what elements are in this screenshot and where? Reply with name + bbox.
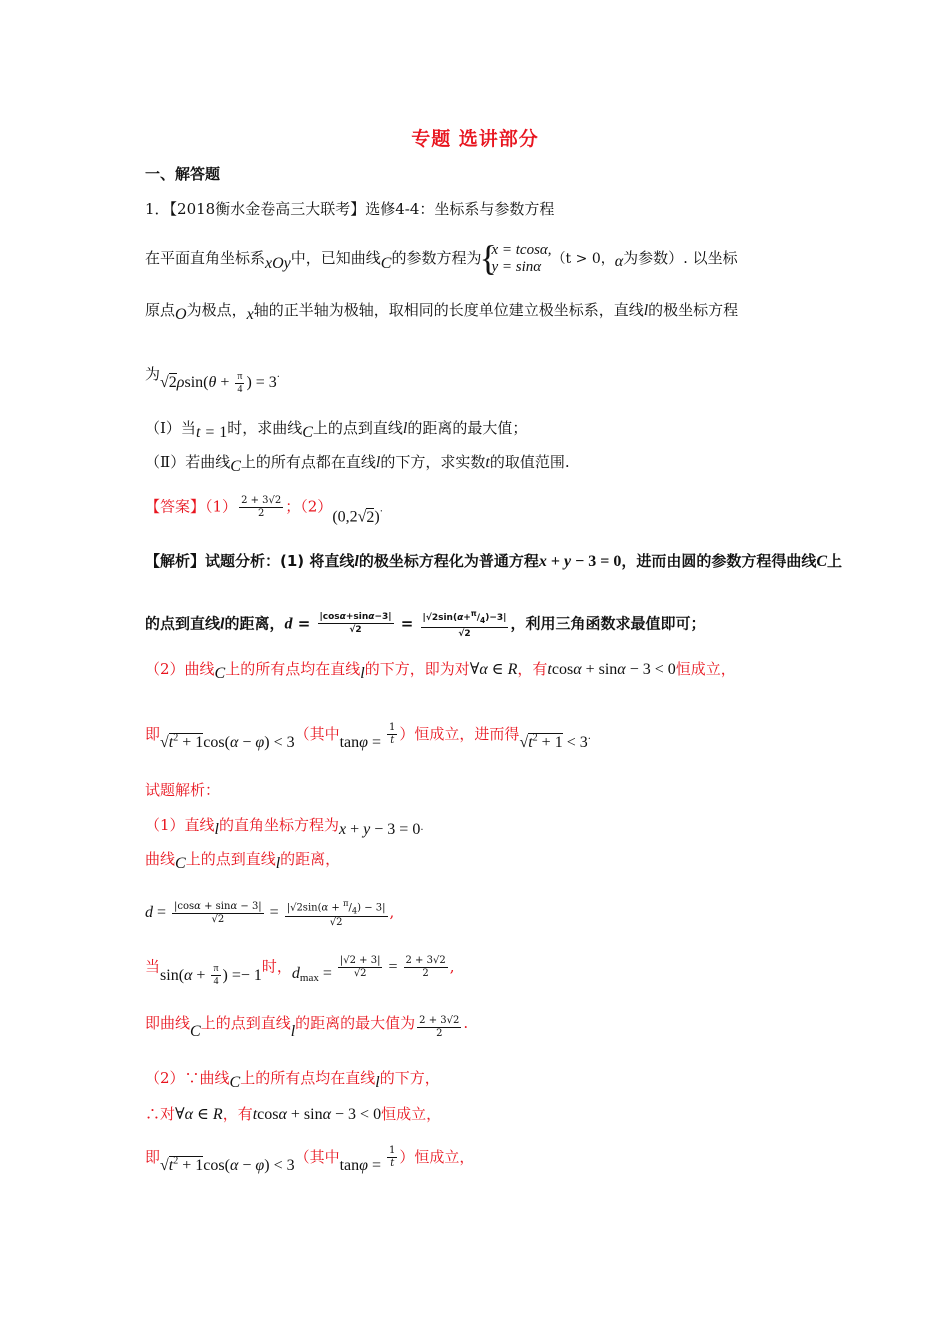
analysis-line4: 即$√t^2 + 1\cos(\alpha - \varphi) < 3$（其中tanφ = $\frac{1}{t}$ ）恒成立，进而得$√t^2 + 1 < 3$.	[145, 722, 591, 751]
problem-heading: 1．【2018衡水金卷高三大联考】选修4-4：坐标系与参数方程	[145, 200, 555, 218]
section-heading: 一、解答题	[145, 165, 221, 183]
text: 中，已知曲线	[290, 249, 381, 267]
answer-line: 【答案】（1） $\frac{2 + 3√2}{2}$ ；（2）(0,2√2).	[145, 495, 383, 526]
solution-line2: 曲线C上的点到直线l的距离，	[145, 850, 341, 872]
solution-line8: 即$√t^2 + 1\cos(\alpha - \varphi) < 3$（其中tanφ = $\frac{1}{t}$ ）恒成立，	[145, 1145, 475, 1174]
answer-label: 【答案】	[145, 497, 206, 516]
polar-equation-line: 为√2ρsin(θ + $\frac{\pi}{4}$ ) = 3.	[145, 365, 280, 395]
problem-statement-line1: 在平面直角坐标系xOy中，已知曲线C的参数方程为 { x = tcosα, y = sinα （t > 0，α为参数）. 以坐标	[145, 242, 738, 276]
solution-line4: 当sin(α + $\frac{\pi}{4}$ ) =− 1时，$d_{max}$ = $\frac{|√2 + 3|}{√2}$ = $\frac{2 + 3√2}{2}$ ,	[145, 955, 455, 988]
solution-line6: （2）∵曲线C上的所有点均在直线l的下方，	[145, 1069, 440, 1091]
solution-line5: 即曲线C上的点到直线l的距离的最大值为 $\frac{2 + 3√2}{2}$ .	[145, 1014, 469, 1040]
solution-line1: （1）直线l的直角坐标方程为x + y − 3 = 0.	[145, 816, 424, 838]
analysis-line2: 的点到直线l的距离，d = $\frac{|\cos\alpha+\sin\alpha-3|}{√2}$ = $\frac{|√2\sin(\alpha+^\pi/_4)-3|}{√2}$ ，利用三角函数求最值即可；	[145, 609, 706, 639]
solution-distance-formula: d = $\frac{|\cos\alpha + \sin\alpha - 3|}{√2}$ = $\frac{|√2\sin(\alpha + ^\pi/_4) - 3|}{√2}$ ,	[145, 898, 395, 929]
question-1: （Ⅰ）当t = 1时，求曲线C上的点到直线l的距离的最大值；	[145, 419, 528, 441]
page-title: 专题 选讲部分	[411, 128, 539, 150]
problem-statement-line2: 原点O为极点，x轴的正半轴为极轴，取相同的长度单位建立极坐标系，直线l的极坐标方程	[145, 301, 739, 323]
solution-line7: ∴对∀α ∈ R，有tcosα + sinα − 3 < 0恒成立，	[145, 1105, 442, 1123]
text: 的参数方程为	[391, 249, 482, 267]
text: 在平面直角坐标系	[145, 249, 266, 267]
solution-label: 试题解析：	[145, 781, 221, 799]
parametric-system: { x = tcosα, y = sinα	[481, 242, 551, 276]
analysis-line3: （2）曲线C上的所有点均在直线l的下方，即为对∀α ∈ R，有tcosα + sinα − 3 < 0恒成立，	[145, 660, 736, 682]
question-2: （Ⅱ）若曲线C上的所有点都在直线l的下方，求实数t的取值范围.	[145, 453, 570, 475]
analysis-line1: 【解析】试题分析：(1) 将直线l的极坐标方程化为普通方程x + y − 3 = 0，进而由圆的参数方程得曲线C上	[145, 552, 843, 570]
